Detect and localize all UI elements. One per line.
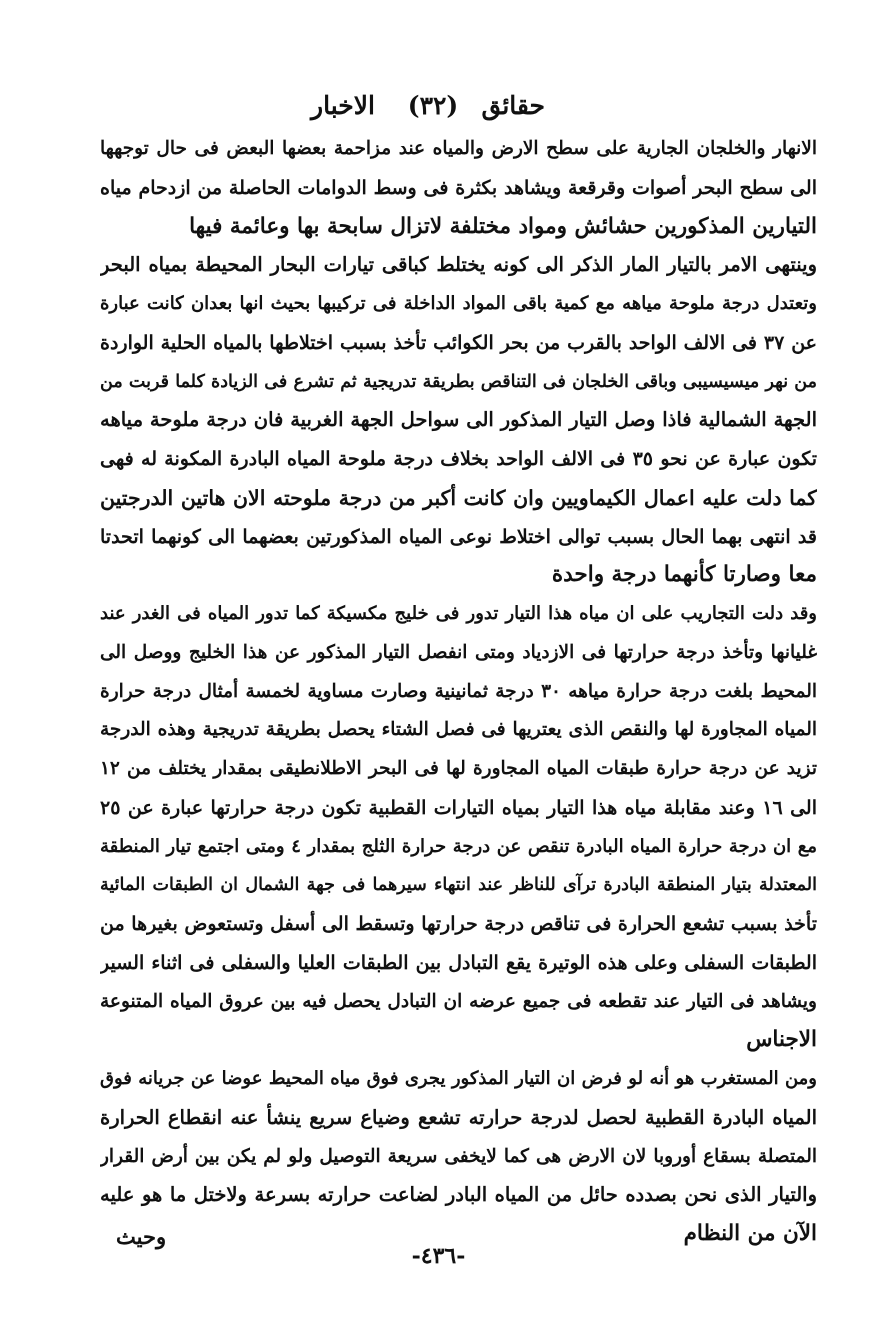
text-line: تزيد عن درجة حرارة طبقات المياه المجاورة لها فى البحر الاطلانطيقى بمقدار يختلف من ١٢	[100, 758, 817, 779]
text-line: وتعتدل درجة ملوحة مياهه مع كمية باقى المواد الداخلة فى تركيبها بحيث انها بعدان كانت عبارة	[100, 293, 817, 314]
text-line: المياه البادرة القطبية لحصل لدرجة حرارته تشعع وضياع سريع ينشأ عنه انقطاع الحرارة	[100, 1105, 817, 1129]
text-line: معا وصارتا كأنهما درجة واحدة	[551, 562, 817, 588]
text-line: المتصلة بسقاع أوروبا لان الارض هى كما لايخفى سريعة التوصيل ولو لم يكن بين أرض القرار	[100, 1145, 817, 1167]
running-header	[0, 86, 877, 126]
page-number: -٤٣٦-	[411, 1243, 466, 1269]
text-line: مع ان درجة حرارة المياه البادرة تنقص عن درجة حرارة الثلج بمقدار ٤ ومتى اجتمع تيار المنطقة	[100, 835, 817, 857]
text-line: وقد دلت التجاريب على ان مياه هذا التيار تدور فى خليج مكسيكة كما تدور المياه فى الغدر عند	[100, 603, 817, 624]
text-line: من نهر ميسيسيبى وباقى الخلجان فى التناقص بطريقة تدريجية ثم تشرع فى الزيادة كلما قربت من	[100, 371, 817, 392]
text-line: الى سطح البحر أصوات وقرقعة ويشاهد بكثرة فى وسط الدوامات الحاصلة من ازدحام مياه	[100, 176, 817, 199]
text-line: الجهة الشمالية فاذا وصل التيار المذكور الى سواحل الجهة الغربية فان درجة ملوحة مياهه	[100, 408, 817, 432]
text-line: الطبقات السفلى وعلى هذه الوتيرة يقع التبادل بين الطبقات العليا والسفلى فى اثناء السير	[100, 951, 817, 974]
body-text	[100, 130, 817, 1254]
text-line: قد انتهى بهما الحال بسبب توالى اختلاط نوعى المياه المذكورتين بعضهما الى كونهما اتحدتا	[100, 525, 817, 548]
text-line: غليانها وتأخذ درجة حرارتها فى الازدياد ومتى انفصل التيار المذكور عن هذا الخليج ووصل الى	[100, 641, 817, 663]
header-chapter-number: (٣٢)	[407, 91, 459, 120]
text-line: ويشاهد فى التيار عند تقطعه فى جميع عرضه ان التبادل يحصل فيه بين عروق المياه المتنوعة	[100, 990, 817, 1012]
header-book-title-part: الاخبار	[311, 91, 375, 120]
text-line: والتيار الذى نحن بصدده حائل من المياه البادر لضاعت حرارته بسرعة ولاختل ما هو عليه	[100, 1183, 817, 1207]
text-line: تكون عبارة عن نحو ٣٥ فى الالف الواحد بخلاف درجة ملوحة المياه البادرة المكونة له فهى	[100, 448, 817, 470]
text-line: الانهار والخلجان الجارية على سطح الارض والمياه عند مزاحمة بعضها البعض فى حال توجهها	[100, 138, 817, 159]
text-line: الى ١٦ وعند مقابلة مياه هذا التيار بمياه التيارات القطبية تكون درجة حرارتها عبارة عن ٢٥	[100, 796, 817, 819]
text-line: الآن من النظام	[683, 1221, 817, 1246]
text-line: ومن المستغرب هو أنه لو فرض ان التيار المذكور يجرى فوق مياه المحيط عوضا عن جريانه فوق	[100, 1068, 817, 1089]
text-line: وينتهى الامر بالتيار المار الذكر الى كونه يختلط كباقى تيارات البحار المحيطة بمياه البحر	[100, 253, 817, 277]
text-line: عن ٣٧ فى الالف الواحد بالقرب من بحر الكوائب تأخذ بسبب اختلاطها بالمياه الحلية الواردة	[100, 331, 817, 354]
text-line: التيارين المذكورين حشائش ومواد مختلفة لاتزال سابحة بها وعائمة فيها	[189, 213, 817, 239]
text-line: المعتدلة بتيار المنطقة البادرة ترآى للناظر عند انتهاء سيرهما فى جهة الشمال ان الطبقات المائية	[100, 875, 817, 896]
text-line: الاجناس	[746, 1027, 817, 1053]
text-line: المحيط بلغت درجة حرارة مياهه ٣٠ درجة ثمانينية وصارت مساوية لخمسة أمثال درجة حرارة	[100, 680, 817, 702]
header-book-title-part: حقائق	[481, 91, 545, 120]
text-line: تأخذ بسبب تشعع الحرارة فى تناقص درجة حرارتها وتسقط الى أسفل وتستعوض بغيرها من	[100, 913, 817, 935]
text-line: المياه المجاورة لها والنقص الذى يعتريها فى فصل الشتاء يحصل بطريقة تدريجية وهذه الدرجة	[100, 719, 817, 741]
catchword: وحيث	[116, 1224, 167, 1249]
text-line: كما دلت عليه اعمال الكيماويين وان كانت أكبر من درجة ملوحته الان هاتين الدرجتين	[100, 485, 817, 510]
